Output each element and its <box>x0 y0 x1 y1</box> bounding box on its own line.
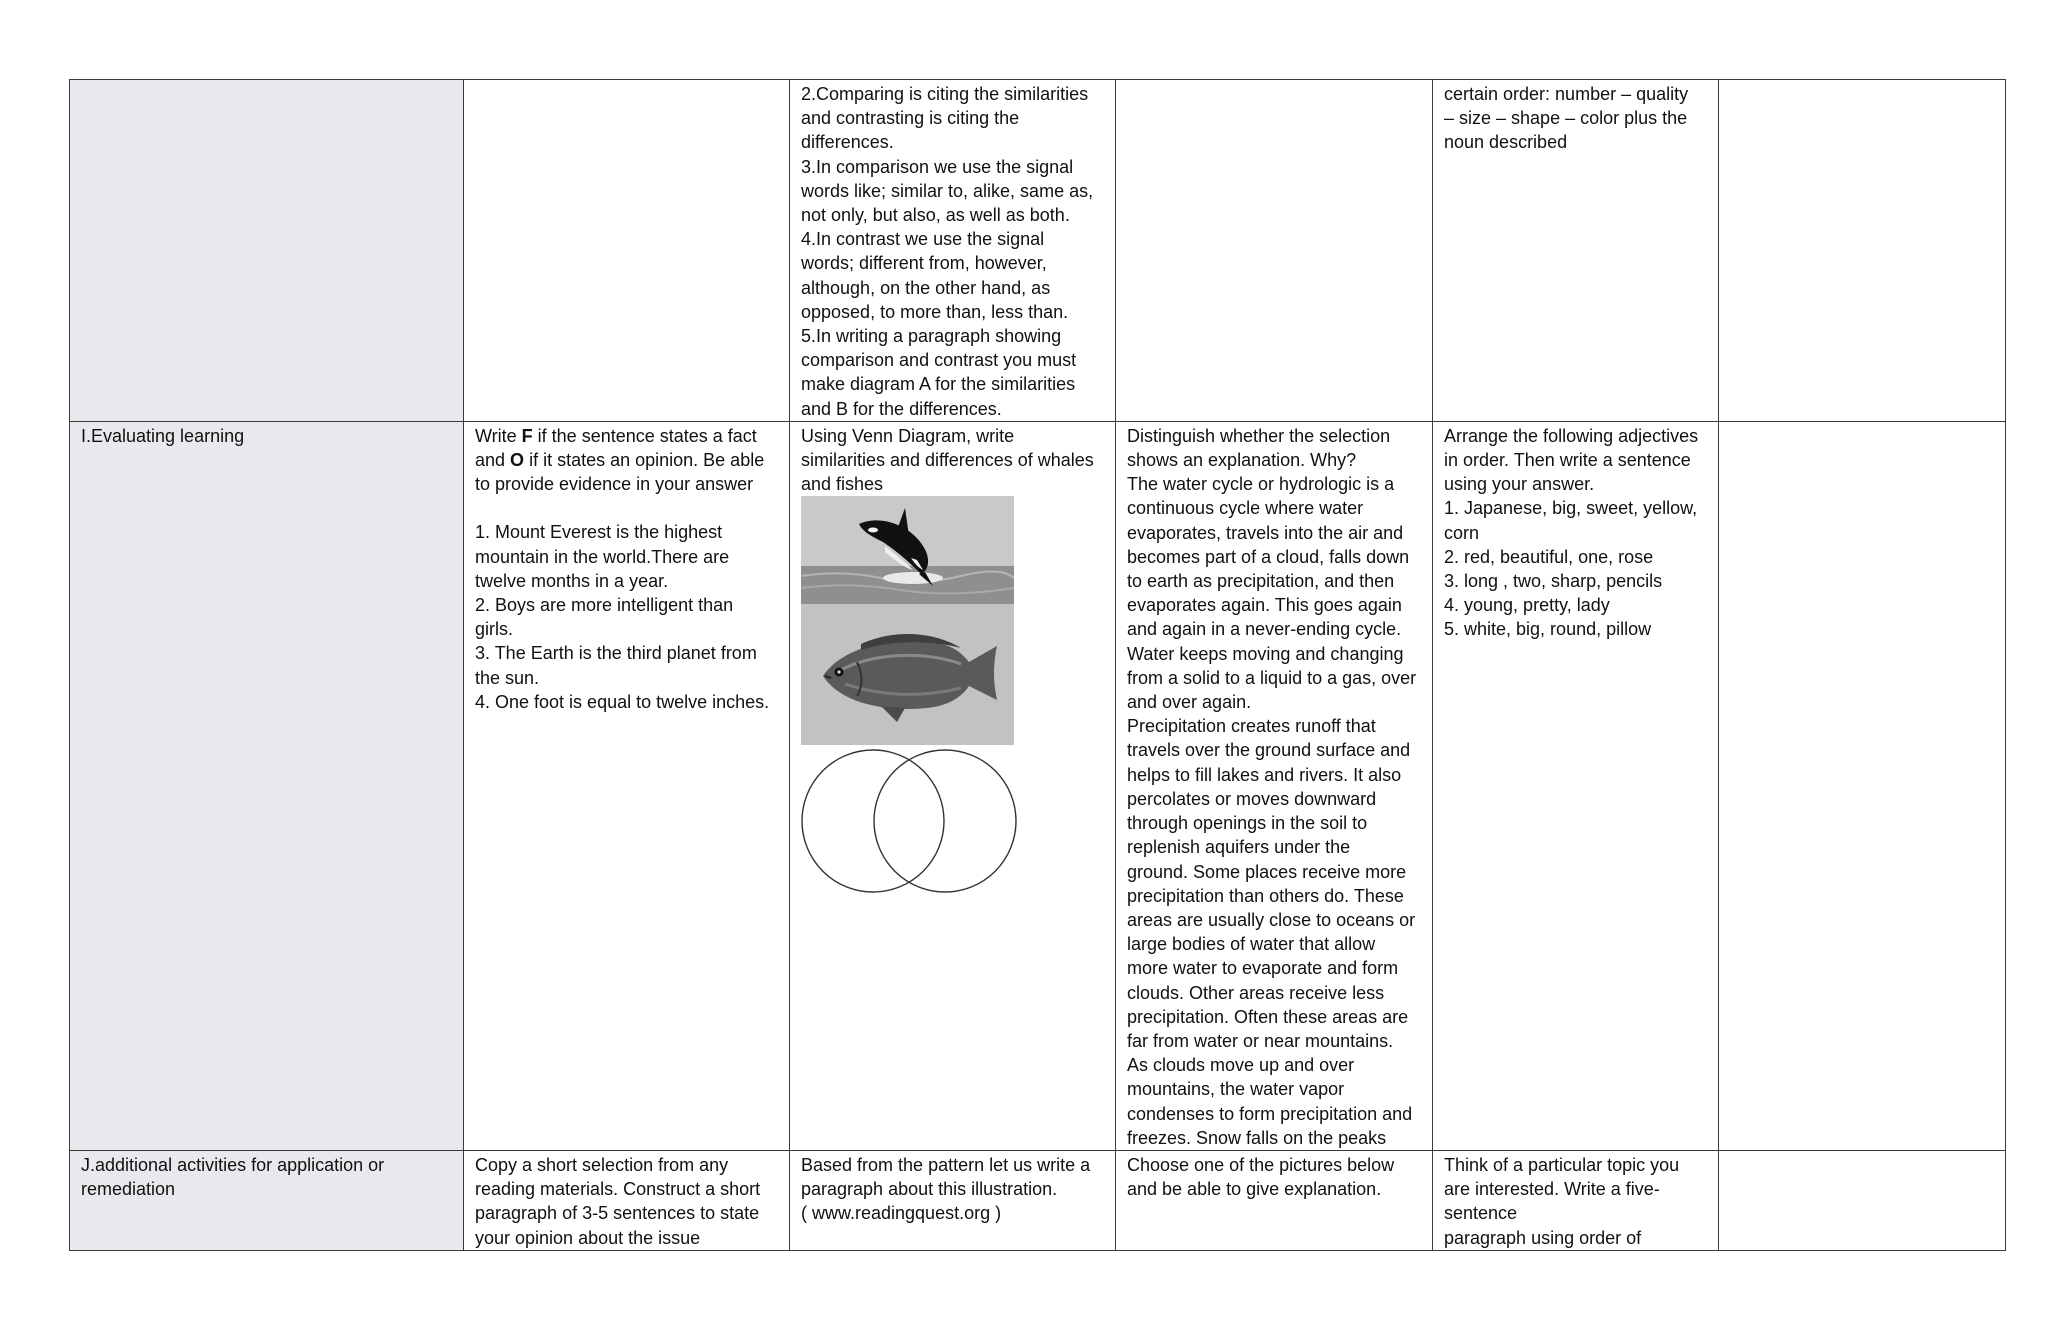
row-i-col4-cell <box>1116 421 1433 1150</box>
table-row-h <box>70 80 2006 422</box>
row-h-col5-cell <box>1433 80 1719 422</box>
table-row-j <box>70 1150 2006 1250</box>
text-line: Copy a short selection from any <box>475 1154 729 1175</box>
text-line: Using Venn Diagram, write <box>801 425 1015 446</box>
text-line: through openings in the soil to <box>1127 813 1368 834</box>
row-h-col3-cell <box>790 80 1116 422</box>
text-line: ( www.readingquest.org ) <box>801 1203 1002 1224</box>
row-h-label-cell <box>70 80 464 422</box>
venn-instruction <box>801 424 1104 497</box>
text-line: continuous cycle where water <box>1127 498 1364 519</box>
text-line: paragraph about this illustration. <box>801 1179 1058 1200</box>
text-line: are interested. Write a five- <box>1444 1179 1660 1200</box>
text-line: certain order: number – quality <box>1444 84 1689 104</box>
text-line: to provide evidence in your answer <box>475 474 754 495</box>
text-line: 3. The Earth is the third planet from <box>475 643 757 664</box>
text-line: 5.In writing a paragraph showing <box>801 326 1062 347</box>
text-line: and contrasting is citing the <box>801 108 1020 129</box>
row-j-label-cell <box>70 1150 464 1250</box>
text-line: similarities and differences of whales <box>801 450 1094 471</box>
text-line: comparison and contrast you must <box>801 350 1077 371</box>
text-line: and be able to give explanation. <box>1127 1179 1382 1200</box>
text-line: from a solid to a liquid to a gas, over <box>1127 667 1417 688</box>
row-h-col4-cell <box>1116 80 1433 422</box>
text-line: sentence <box>1444 1203 1518 1224</box>
text-line: make diagram A for the similarities <box>801 374 1076 395</box>
row-label-additional-activities <box>81 1153 452 1201</box>
orca-whale-image <box>801 496 1014 604</box>
text-line: remediation <box>81 1179 176 1200</box>
lesson-plan-table <box>69 79 2006 1251</box>
text-line: helps to fill lakes and rivers. It also <box>1127 764 1402 785</box>
text-line: 3. long , two, sharp, pencils <box>1444 571 1663 592</box>
text-line: words; different from, however, <box>801 253 1047 274</box>
row-i-label-cell <box>70 421 464 1150</box>
venn-diagram-icon <box>801 747 1017 895</box>
text-line: Water keeps moving and changing <box>1127 643 1404 664</box>
row-i-col2-cell <box>464 421 790 1150</box>
text-line: condenses to form precipitation and <box>1127 1103 1413 1124</box>
text-line: and again in a never-ending cycle. <box>1127 619 1402 640</box>
fact-opinion-instruction-rest <box>475 472 778 496</box>
text-line: 5. white, big, round, pillow <box>1444 619 1652 640</box>
text-line: the sun. <box>475 667 540 688</box>
text-line: Precipitation creates runoff that <box>1127 716 1376 737</box>
orca-whale-icon <box>801 496 1014 604</box>
text-line: more water to evaporate and form <box>1127 958 1399 979</box>
text-line: shows an explanation. Why? <box>1127 450 1357 471</box>
tilapia-fish-icon <box>801 604 1014 745</box>
text-line: travels over the ground surface and <box>1127 740 1411 761</box>
row-i-col6-cell <box>1719 421 2006 1150</box>
text-line: twelve months in a year. <box>475 570 669 591</box>
text-line: although, on the other hand, as <box>801 277 1051 298</box>
text-line: and B for the differences. <box>801 398 1002 419</box>
text-line: 4. One foot is equal to twelve inches. <box>475 691 770 712</box>
text-line: 4. young, pretty, lady <box>1444 595 1610 616</box>
fact-opinion-instruction-line2: and O if it states an opinion. Be able <box>475 450 765 471</box>
text-line: words like; similar to, alike, same as, <box>801 180 1094 201</box>
row-j-col5-cell <box>1433 1150 1719 1250</box>
text-line: 2.Comparing is citing the similarities <box>801 84 1089 104</box>
row-j-col6-cell <box>1719 1150 2006 1250</box>
text-line: differences. <box>801 132 894 153</box>
text-line: noun described <box>1444 132 1568 153</box>
text-line: 3.In comparison we use the signal <box>801 156 1074 177</box>
text-line: paragraph using order of <box>1444 1227 1642 1248</box>
text-line: Think of a particular topic you <box>1444 1154 1680 1175</box>
fact-opinion-items <box>475 520 778 714</box>
text-line: using your answer. <box>1444 474 1595 495</box>
water-cycle-selection <box>1127 424 1421 1150</box>
text-line: girls. <box>475 619 514 640</box>
row-i-col3-cell <box>790 421 1116 1150</box>
row-i-col5-cell <box>1433 421 1719 1150</box>
text-line: not only, but also, as well as both. <box>801 205 1070 226</box>
opinion-paragraph-activity <box>475 1153 778 1250</box>
text-line: freezes. Snow falls on the peaks <box>1127 1127 1387 1148</box>
text-line: 2. Boys are more intelligent than <box>475 595 734 616</box>
text-line: precipitation than others do. These <box>1127 885 1404 906</box>
adjective-order-exercise <box>1444 424 1707 642</box>
text-line: opposed, to more than, less than. <box>801 301 1069 322</box>
table-row-i <box>70 421 2006 1150</box>
text-line: areas are usually close to oceans or <box>1127 909 1416 930</box>
text-line: far from water or near mountains. <box>1127 1030 1394 1051</box>
text-line: 2. red, beautiful, one, rose <box>1444 546 1654 567</box>
text-line: Choose one of the pictures below <box>1127 1154 1395 1175</box>
row-j-col2-cell <box>464 1150 790 1250</box>
text-line: As clouds move up and over <box>1127 1055 1355 1076</box>
text-line: mountains, the water vapor <box>1127 1079 1345 1100</box>
row-h-col6-cell <box>1719 80 2006 422</box>
text-line: evaporates, travels into the air and <box>1127 522 1404 543</box>
text-line: and over again. <box>1127 692 1252 713</box>
text-line: and fishes <box>801 474 884 495</box>
text-line: reading materials. Construct a short <box>475 1179 761 1200</box>
text-line: precipitation. Often these areas are <box>1127 1006 1409 1027</box>
text-line: – size – shape – color plus the <box>1444 108 1688 129</box>
text-line: 1. Japanese, big, sweet, yellow, <box>1444 498 1698 519</box>
adjective-order-note <box>1444 82 1707 155</box>
text-line: Arrange the following adjectives <box>1444 425 1699 446</box>
row-j-col4-cell <box>1116 1150 1433 1250</box>
illustration-paragraph-activity <box>801 1153 1104 1226</box>
text-line: large bodies of water that allow <box>1127 934 1376 955</box>
comparison-notes <box>801 82 1104 421</box>
text-line: 4.In contrast we use the signal <box>801 229 1045 250</box>
text-line: replenish aquifers under the <box>1127 837 1351 858</box>
text-line: paragraph of 3-5 sentences to state <box>475 1203 760 1224</box>
row-j-col3-cell <box>790 1150 1116 1250</box>
tilapia-fish-image <box>801 604 1014 745</box>
text-line: becomes part of a cloud, falls down <box>1127 546 1410 567</box>
text-line: Distinguish whether the selection <box>1127 425 1391 446</box>
text-line: percolates or moves downward <box>1127 788 1377 809</box>
topic-paragraph-activity <box>1444 1153 1707 1250</box>
fact-opinion-instruction-line1: Write F if the sentence states a fact <box>475 425 757 446</box>
text-line: clouds. Other areas receive less <box>1127 982 1385 1003</box>
text-line: Based from the pattern let us write a <box>801 1154 1091 1175</box>
text-line: The water cycle or hydrologic is a <box>1127 474 1395 495</box>
row-h-col2-cell <box>464 80 790 422</box>
text-line: J.additional activities for application or <box>81 1154 385 1175</box>
spacer <box>475 496 778 520</box>
text-line: evaporates again. This goes again <box>1127 595 1402 616</box>
text-line: ground. Some places receive more <box>1127 861 1407 882</box>
text-line: corn <box>1444 522 1480 543</box>
picture-explanation-activity <box>1127 1153 1421 1201</box>
row-label-evaluating-learning: I.Evaluating learning <box>81 425 245 446</box>
text-line: mountain in the world.There are <box>475 546 730 567</box>
text-line: your opinion about the issue <box>475 1227 701 1248</box>
text-line: 1. Mount Everest is the highest <box>475 522 723 543</box>
text-line: to earth as precipitation, and then <box>1127 571 1395 592</box>
text-line: in order. Then write a sentence <box>1444 450 1691 471</box>
